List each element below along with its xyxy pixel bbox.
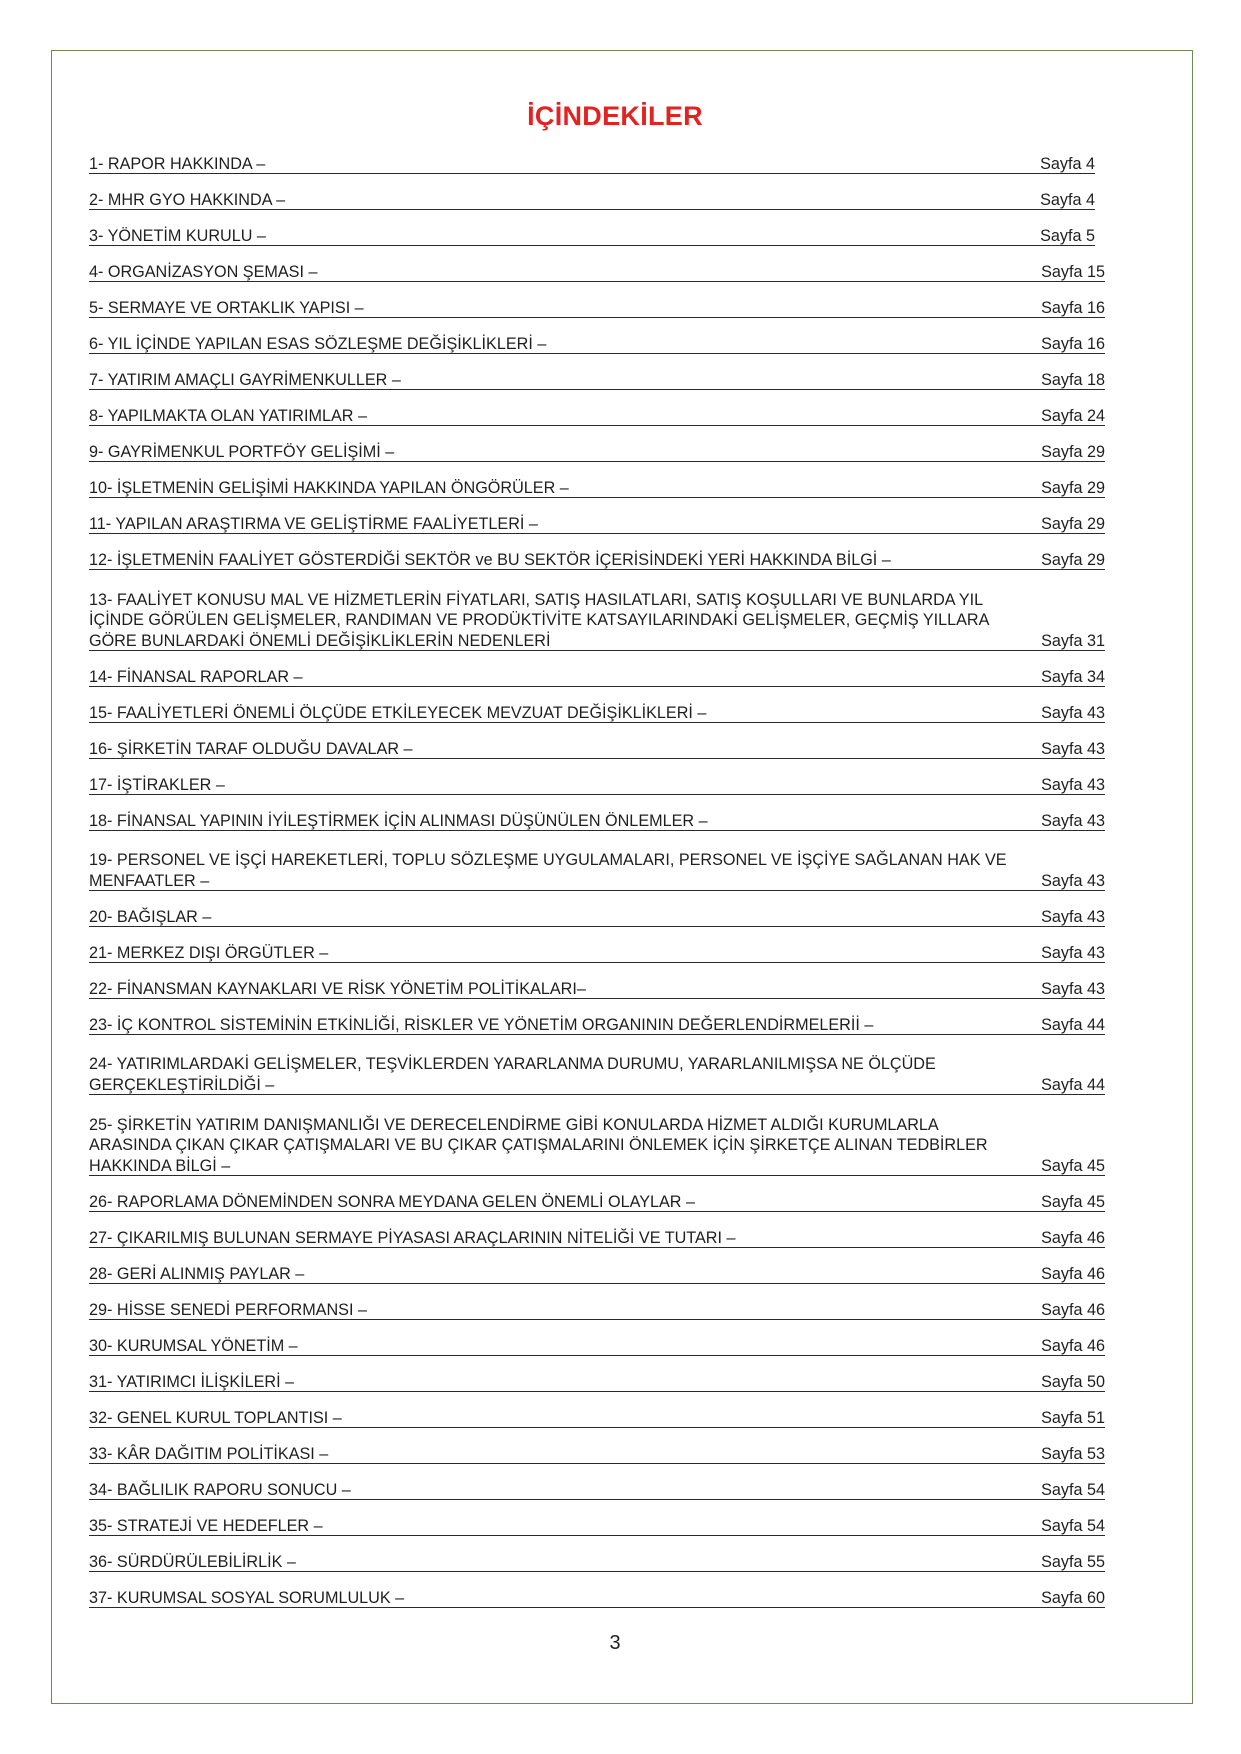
- toc-entry-title: 11- YAPILAN ARAŞTIRMA VE GELİŞTİRME FAALİYETLERİ –: [89, 514, 538, 533]
- toc-entry-title: 6- YIL İÇİNDE YAPILAN ESAS SÖZLEŞME DEĞİŞİKLİKLERİ –: [89, 334, 547, 353]
- toc-entry-page: Sayfa 55: [1041, 1552, 1105, 1571]
- toc-entry-title: 25- ŞİRKETİN YATIRIM DANIŞMANLIĞI VE DERECELENDİRME GİBİ KONULARDA HİZMET ALDIĞI KURUMLARLA ARASINDA ÇIKAN ÇIKAR ÇATIŞMALARI VE BU ÇIKAR ÇATIŞMALARINI ÖNLEMEK İÇİN ŞİRKETÇE ALINAN TEDBİRLER HAKKINDA BİLGİ –: [89, 1115, 988, 1175]
- toc-entry-page: Sayfa 29: [1041, 550, 1105, 569]
- toc-entry-title: 28- GERİ ALINMIŞ PAYLAR –: [89, 1264, 305, 1283]
- toc-entry-title: 2- MHR GYO HAKKINDA –: [89, 190, 286, 209]
- toc-entry[interactable]: [89, 1226, 1105, 1248]
- toc-entry-title: 15- FAALİYETLERİ ÖNEMLİ ÖLÇÜDE ETKİLEYECEK MEVZUAT DEĞİŞİKLİKLERİ –: [89, 703, 707, 722]
- toc-entry[interactable]: [89, 665, 1105, 687]
- toc-entry[interactable]: [89, 1334, 1105, 1356]
- toc-entry-page: Sayfa 43: [1041, 907, 1105, 926]
- toc-entry[interactable]: [89, 1109, 1105, 1176]
- toc-entry[interactable]: [89, 476, 1105, 498]
- toc-entry-page: Sayfa 44: [1041, 1015, 1105, 1034]
- toc-entry-page: Sayfa 29: [1041, 478, 1105, 497]
- toc-entry-title: 24- YATIRIMLARDAKİ GELİŞMELER, TEŞVİKLERDEN YARARLANMA DURUMU, YARARLANILMIŞSA NE ÖLÇÜDE GERÇEKLEŞTİRİLDİĞİ –: [89, 1055, 936, 1094]
- toc-entry-page: Sayfa 60: [1041, 1588, 1105, 1607]
- page-title: İÇİNDEKİLER: [527, 101, 703, 131]
- toc-entry-page: Sayfa 43: [1041, 871, 1105, 890]
- toc-entry-page: Sayfa 29: [1041, 442, 1105, 461]
- toc-entry-page: Sayfa 43: [1041, 775, 1105, 794]
- toc-entry-title: 16- ŞİRKETİN TARAF OLDUĞU DAVALAR –: [89, 739, 413, 758]
- toc-entry[interactable]: [89, 1370, 1105, 1392]
- table-of-contents: [89, 152, 1105, 1622]
- toc-entry[interactable]: [89, 1406, 1105, 1428]
- toc-entry-title: 13- FAALİYET KONUSU MAL VE HİZMETLERİN FİYATLARI, SATIŞ HASILATLARI, SATIŞ KOŞULLARI VE BUNLARDA YIL İÇİNDE GÖRÜLEN GELİŞMELER, RANDIMAN VE PRODÜKTİVİTE KATSAYILARINDAKİ GELİŞMELER, GEÇMİŞ YILLARA GÖRE BUNLARDAKİ ÖNEMLİ DEĞİŞİKLİKLERİN NEDENLERİ: [89, 590, 990, 650]
- toc-entry-title: 3- YÖNETİM KURULU –: [89, 226, 266, 245]
- toc-entry-title: 5- SERMAYE VE ORTAKLIK YAPISI –: [89, 298, 364, 317]
- toc-entry-title: 34- BAĞLILIK RAPORU SONUCU –: [89, 1480, 351, 1499]
- toc-entry[interactable]: [89, 512, 1105, 534]
- toc-entry-page: Sayfa 54: [1041, 1480, 1105, 1499]
- toc-entry-title: 37- KURUMSAL SOSYAL SORUMLULUK –: [89, 1588, 405, 1607]
- toc-entry[interactable]: [89, 296, 1105, 318]
- toc-entry[interactable]: [89, 152, 1095, 174]
- toc-entry-page: Sayfa 43: [1041, 979, 1105, 998]
- toc-entry[interactable]: [89, 404, 1105, 426]
- toc-entry-page: Sayfa 5: [1040, 226, 1095, 245]
- toc-entry-page: Sayfa 16: [1041, 298, 1105, 317]
- toc-entry-page: Sayfa 31: [1041, 631, 1105, 650]
- toc-entry-page: Sayfa 44: [1041, 1075, 1105, 1094]
- toc-entry-title: 8- YAPILMAKTA OLAN YATIRIMLAR –: [89, 406, 367, 425]
- toc-entry[interactable]: [89, 1190, 1105, 1212]
- toc-entry-title: 18- FİNANSAL YAPININ İYİLEŞTİRMEK İÇİN ALINMASI DÜŞÜNÜLEN ÖNLEMLER –: [89, 811, 708, 830]
- toc-entry[interactable]: [89, 548, 1105, 570]
- toc-entry[interactable]: [89, 332, 1105, 354]
- toc-entry-page: Sayfa 53: [1041, 1444, 1105, 1463]
- toc-entry-page: Sayfa 4: [1040, 190, 1095, 209]
- toc-entry-title: 10- İŞLETMENİN GELİŞİMİ HAKKINDA YAPILAN ÖNGÖRÜLER –: [89, 478, 569, 497]
- toc-entry-title: 7- YATIRIM AMAÇLI GAYRİMENKULLER –: [89, 370, 401, 389]
- toc-entry[interactable]: [89, 1586, 1105, 1608]
- toc-entry[interactable]: [89, 941, 1105, 963]
- toc-entry-page: Sayfa 43: [1041, 703, 1105, 722]
- toc-entry-page: Sayfa 18: [1041, 370, 1105, 389]
- toc-entry-page: Sayfa 43: [1041, 811, 1105, 830]
- toc-entry[interactable]: [89, 260, 1105, 282]
- toc-entry[interactable]: [89, 440, 1105, 462]
- toc-entry-page: Sayfa 51: [1041, 1408, 1105, 1427]
- toc-entry-title: 33- KÂR DAĞITIM POLİTİKASI –: [89, 1444, 329, 1463]
- toc-entry-title: 26- RAPORLAMA DÖNEMİNDEN SONRA MEYDANA GELEN ÖNEMLİ OLAYLAR –: [89, 1192, 695, 1211]
- toc-entry-title: 12- İŞLETMENİN FAALİYET GÖSTERDİĞİ SEKTÖR ve BU SEKTÖR İÇERİSİNDEKİ YERİ HAKKINDA BİLGİ –: [89, 550, 891, 569]
- toc-entry[interactable]: [89, 701, 1105, 723]
- toc-entry-title: 30- KURUMSAL YÖNETİM –: [89, 1336, 298, 1355]
- toc-entry[interactable]: [89, 224, 1095, 246]
- toc-entry-title: 1- RAPOR HAKKINDA –: [89, 154, 266, 173]
- toc-entry-title: 14- FİNANSAL RAPORLAR –: [89, 667, 303, 686]
- toc-entry-page: Sayfa 43: [1041, 739, 1105, 758]
- toc-entry-page: Sayfa 46: [1041, 1300, 1105, 1319]
- toc-entry-title: 22- FİNANSMAN KAYNAKLARI VE RİSK YÖNETİM POLİTİKALARI–: [89, 979, 586, 998]
- toc-entry-page: Sayfa 15: [1041, 262, 1105, 281]
- toc-entry-page: Sayfa 24: [1041, 406, 1105, 425]
- toc-entry-title: 29- HİSSE SENEDİ PERFORMANSI –: [89, 1300, 367, 1319]
- toc-entry[interactable]: [89, 1013, 1105, 1035]
- toc-entry[interactable]: [89, 773, 1105, 795]
- toc-entry[interactable]: [89, 1442, 1105, 1464]
- toc-entry[interactable]: [89, 809, 1105, 831]
- toc-entry[interactable]: [89, 1298, 1105, 1320]
- toc-entry-title: 19- PERSONEL VE İŞÇİ HAREKETLERİ, TOPLU SÖZLEŞME UYGULAMALARI, PERSONEL VE İŞÇİYE SAĞLANAN HAK VE MENFAATLER –: [89, 851, 1007, 890]
- toc-entry-page: Sayfa 34: [1041, 667, 1105, 686]
- page-number: 3: [609, 1632, 621, 1654]
- toc-entry-title: 23- İÇ KONTROL SİSTEMİNİN ETKİNLİĞİ, RİSKLER VE YÖNETİM ORGANININ DEĞERLENDİRMELERİİ –: [89, 1015, 874, 1034]
- toc-entry-title: 36- SÜRDÜRÜLEBİLİRLİK –: [89, 1552, 296, 1571]
- toc-entry[interactable]: [89, 1262, 1105, 1284]
- toc-entry-page: Sayfa 54: [1041, 1516, 1105, 1535]
- toc-entry-page: Sayfa 45: [1041, 1192, 1105, 1211]
- toc-entry-title: 17- İŞTİRAKLER –: [89, 775, 225, 794]
- toc-entry[interactable]: [89, 368, 1105, 390]
- toc-entry[interactable]: [89, 1049, 1105, 1095]
- toc-entry-title: 21- MERKEZ DIŞI ÖRGÜTLER –: [89, 943, 329, 962]
- toc-entry-page: Sayfa 45: [1041, 1156, 1105, 1175]
- toc-entry-title: 31- YATIRIMCI İLİŞKİLERİ –: [89, 1372, 295, 1391]
- toc-entry[interactable]: [89, 905, 1105, 927]
- toc-entry-page: Sayfa 29: [1041, 514, 1105, 533]
- toc-entry[interactable]: [89, 1478, 1105, 1500]
- toc-entry-title: 9- GAYRİMENKUL PORTFÖY GELİŞİMİ –: [89, 442, 395, 461]
- toc-entry-page: Sayfa 46: [1041, 1228, 1105, 1247]
- toc-entry-page: Sayfa 43: [1041, 943, 1105, 962]
- toc-entry-page: Sayfa 50: [1041, 1372, 1105, 1391]
- toc-entry[interactable]: [89, 737, 1105, 759]
- toc-entry-title: 20- BAĞIŞLAR –: [89, 907, 212, 926]
- toc-entry-page: Sayfa 46: [1041, 1336, 1105, 1355]
- toc-entry[interactable]: [89, 1550, 1105, 1572]
- toc-entry[interactable]: [89, 1514, 1105, 1536]
- toc-entry[interactable]: [89, 977, 1105, 999]
- toc-entry-page: Sayfa 16: [1041, 334, 1105, 353]
- toc-entry-title: 35- STRATEJİ VE HEDEFLER –: [89, 1516, 323, 1535]
- toc-entry-title: 4- ORGANİZASYON ŞEMASI –: [89, 262, 318, 281]
- toc-entry[interactable]: [89, 584, 1105, 651]
- toc-entry[interactable]: [89, 845, 1105, 891]
- toc-entry[interactable]: [89, 188, 1095, 210]
- toc-entry-page: Sayfa 4: [1040, 154, 1095, 173]
- toc-entry-title: 27- ÇIKARILMIŞ BULUNAN SERMAYE PİYASASI ARAÇLARININ NİTELİĞİ VE TUTARI –: [89, 1228, 736, 1247]
- toc-entry-title: 32- GENEL KURUL TOPLANTISI –: [89, 1408, 342, 1427]
- toc-entry-page: Sayfa 46: [1041, 1264, 1105, 1283]
